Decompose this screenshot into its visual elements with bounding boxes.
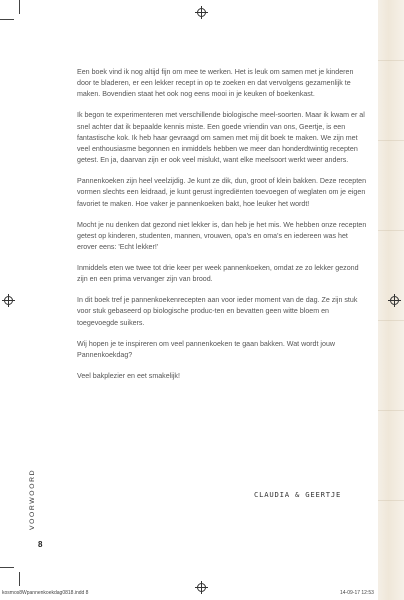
paragraph: Veel bakplezier en eet smakelijk!: [77, 371, 180, 380]
crop-mark: [0, 19, 14, 20]
slug-filename: kosmos8Wpannenkoekdag0818.indd 8: [2, 590, 89, 596]
paragraph: In dit boek tref je pannenkoekenrecepten aan voor ieder moment van de dag. Ze zijn stuk voor stuk gebaseerd op biologische produc-ten en bevatten geen witte bloem en toegevoegde suikers.: [77, 296, 358, 327]
slug-datetime: 14-09-17 12:53: [340, 590, 374, 596]
foreword-body: [77, 67, 369, 392]
registration-mark-icon: [197, 583, 206, 592]
paragraph: Ik begon te experimenteren met verschillende biologische meel-soorten. Maar ik kwam er al snel achter dat ik bepaalde kennis miste. Een goede vriendin van ons, Geertje, is een fantastische kok. Ik heb haar gevraagd om samen met mij dit boek te maken. We zijn met veel enthousiasme begonnen en inmiddels hebben we meer dan honderdtwintig recepten getest. En ja, daarvan zijn er ook veel mislukt, want elke meelsoort werkt weer anders.: [77, 111, 365, 165]
paragraph: Wij hopen je te inspireren om veel pannenkoeken te gaan bakken. Wat wordt jouw Pannenkoekdag?: [77, 339, 336, 359]
paragraph: Mocht je nu denken dat gezond niet lekker is, dan heb je het mis. We hebben onze recepten getest op kinderen, studenten, mannen, vrouwen, opa's en oma's en iedereen was het erover eens: 'Echt lekker!': [77, 220, 367, 252]
paragraph: Een boek vind ik nog altijd fijn om mee te werken. Het is leuk om samen met je kinderen door te bladeren, er een lekker recept in op te zoeken en dat vervolgens gezamenlijk te maken. Bovendien staat het ook nog eens mooi in je keuken of boekenkast.: [77, 68, 354, 99]
registration-mark-icon: [4, 296, 13, 305]
paragraph: Pannenkoeken zijn heel veelzijdig. Je kunt ze dik, dun, groot of klein bakken. Deze recepten vormen slechts een leidraad, je kunt gerust ingrediënten toevoegen of weglaten om je eigen favoriet te maken. Hoe vaker je pannenkoeken bakt, hoe leuker het wordt!: [77, 177, 367, 208]
crop-mark: [19, 0, 20, 14]
paragraph: Inmiddels eten we twee tot drie keer per week pannenkoeken, omdat ze zo lekker gezond zijn en een prima vervanger zijn van brood.: [77, 264, 359, 284]
section-label: VOORWOORD: [29, 468, 36, 530]
registration-mark-icon: [390, 296, 399, 305]
crop-mark: [0, 567, 14, 568]
signature: CLAUDIA & GEERTJE: [254, 490, 342, 499]
registration-mark-icon: [197, 8, 206, 17]
page-number: 8: [38, 540, 43, 549]
crop-mark: [19, 572, 20, 586]
